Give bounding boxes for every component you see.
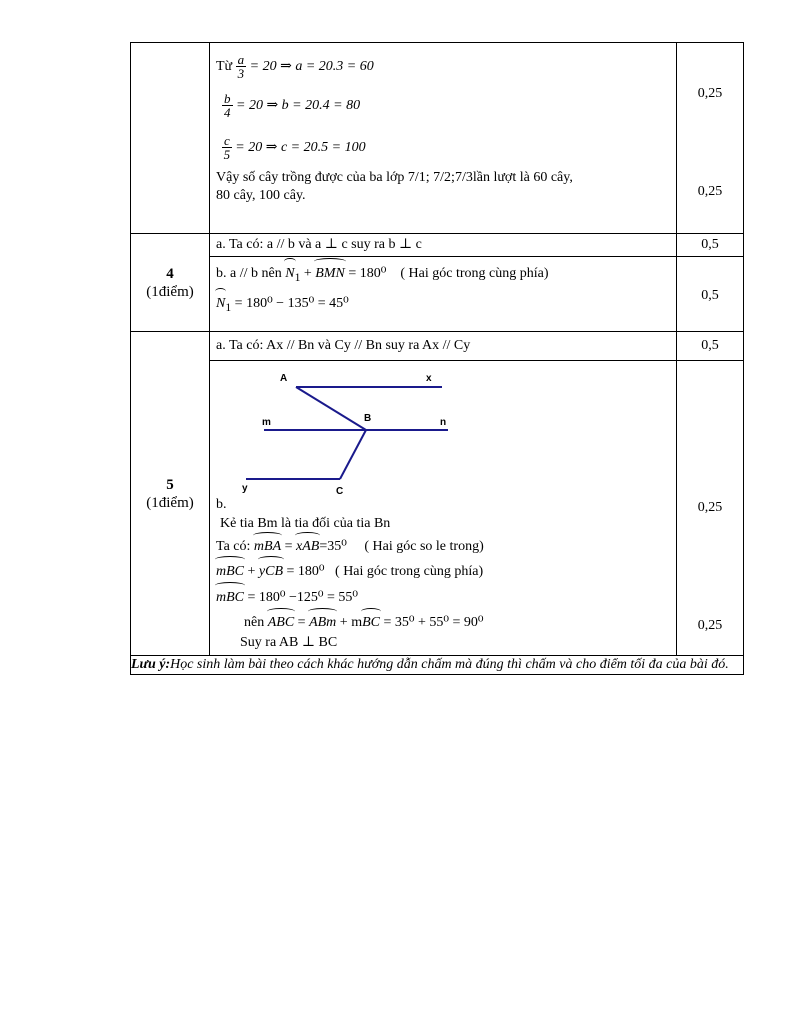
fraction-a-over-3 [236,53,247,80]
q5-line-3 [216,559,670,585]
angle-bmn: BMN [315,261,345,287]
angle-abm: ABm [309,611,336,635]
answer-key-sheet [130,42,730,675]
q4a-score-cell [677,234,744,257]
q3-conclusion-1: Vậy số cây trồng được của ba lớp 7/1; 7/2;7/3lần lượt là 60 cây, [216,170,573,185]
q5-number-cell [131,332,210,656]
question-cell-empty [131,43,210,234]
q5-score-1: 0,25 [697,500,723,515]
equals-sign: = [284,539,293,554]
q4-part-b-line1 [216,261,670,291]
q5b-score-cell [677,361,744,656]
q5a-score-cell [677,332,744,361]
angle-ycb: yCB [259,559,283,585]
angle-mbc: mBC [216,559,244,585]
q3-conclusion-2: 80 cây, 100 cây. [216,188,306,203]
geometry-figure [216,361,466,497]
table-row-q4a [131,234,744,257]
subscript: 1 [294,270,301,284]
q4a-cell [210,234,677,257]
q5-part-a-score: 0,5 [701,338,719,353]
q3-eq-c: = 20 ⇒ c = 20.5 = 100 [235,140,366,155]
q5-part-a: a. Ta có: Ax // Bn và Cy // Bn suy ra Ax // Cy [216,338,471,353]
frac-num: b [224,91,231,107]
q5-line5-prefix: nên [244,615,265,630]
q4b-score-cell [677,257,744,332]
q4-number: 4 [166,265,174,282]
angle-bc: BC [362,611,380,635]
q4b-eq: = 180⁰ [348,266,387,281]
segment-bc [340,430,366,479]
q4b-prefix: b. a // b nên [216,266,282,281]
q5-part-b-label: b. [216,497,227,512]
q3-line-b [216,85,670,127]
angle-xab: xAB [296,535,319,559]
q3-line-c [216,127,670,169]
q5b-cell [210,361,677,656]
q5-score-2: 0,25 [697,618,723,633]
table-row-q4b [131,257,744,332]
label-n: n [440,417,447,428]
table-row-note [131,656,744,675]
angle-letter: N [216,295,226,311]
fraction-c-over-5 [222,134,232,161]
q3-score-cell [677,43,744,234]
table-row-q3 [131,43,744,234]
q5a-cell [210,332,677,361]
q3-eq-b: = 20 ⇒ b = 20.4 = 80 [236,98,361,113]
table-row-q5a [131,332,744,361]
angle-n1 [285,261,294,287]
q4-part-a-score: 0,5 [701,237,719,252]
q4b-reason: ( Hai góc trong cùng phía) [400,266,549,281]
equals-sign: = [297,615,306,630]
q4-number-cell [131,234,210,332]
plus-sign: + [303,266,312,281]
q3-eq-a: = 20 ⇒ a = 20.3 = 60 [249,59,374,74]
q4b-cell [210,257,677,332]
label-m: m [262,417,271,428]
subscript: 1 [225,300,232,314]
table-row-q5b [131,361,744,656]
note-label: Lưu ý: [131,657,171,672]
frac-den: 5 [223,147,231,163]
q5-number: 5 [166,477,174,493]
q3-solution-cell [210,43,677,234]
label-B: B [364,413,372,424]
q3-line-a [216,49,670,85]
label-C: C [336,486,344,497]
frac-den: 4 [224,105,231,121]
frac-num: a [237,52,245,68]
label-A: A [280,373,288,384]
note-text: Học sinh làm bài theo cách khác hướng dẫn chấm mà đúng thì chấm và cho điểm tối đa của bài đó. [170,657,729,672]
q5-line3-reason: ( Hai góc trong cùng phía) [335,564,484,579]
q5-line-1: Kẻ tia Bm là tia đối của tia Bn [220,516,391,531]
q5-line4-value: = 180⁰ −125⁰ = 55⁰ [247,590,359,605]
q5-points: (1điểm) [146,495,194,511]
q5-line5-value: = 35⁰ + 55⁰ = 90⁰ [383,615,484,630]
fraction-b-over-4 [222,92,233,119]
q5-line-5 [216,611,670,635]
frac-den: 3 [237,66,245,82]
label-x: x [426,373,432,384]
q5-line2-value: =35⁰ [319,539,347,554]
q4-part-b-line2 [216,291,670,321]
q4b-line2-eq: = 180⁰ − 135⁰ = 45⁰ [234,295,349,311]
plus-sign: + [247,564,256,579]
q4-part-a: a. Ta có: a // b và a ⊥ c suy ra b ⊥ c [216,237,422,252]
frac-num: c [224,133,230,149]
grading-table [130,42,744,675]
note-cell [131,656,744,675]
angle-abc: ABC [268,611,294,635]
angle-n1 [216,291,225,317]
angle-mba: mBA [254,535,281,559]
q5-line-2 [216,535,670,559]
plus-sign: + m [339,615,363,630]
q3-score-1: 0,25 [697,86,723,101]
q5-line3-value: = 180⁰ [286,564,325,579]
q5-line2-prefix: Ta có: [216,539,251,554]
angle-mbc: mBC [216,585,244,611]
q5-line2-reason: ( Hai góc so le trong) [364,539,484,554]
label-y: y [242,483,248,494]
q3-score-2: 0,25 [697,184,723,199]
q5-line-6: Suy ra AB ⊥ BC [240,635,338,650]
q3-prefix: Từ [216,59,233,74]
angle-letter: N [285,266,295,281]
q4-part-b-score: 0,5 [701,288,719,303]
q4-points: (1điểm) [146,283,194,300]
segment-ab [296,387,366,430]
